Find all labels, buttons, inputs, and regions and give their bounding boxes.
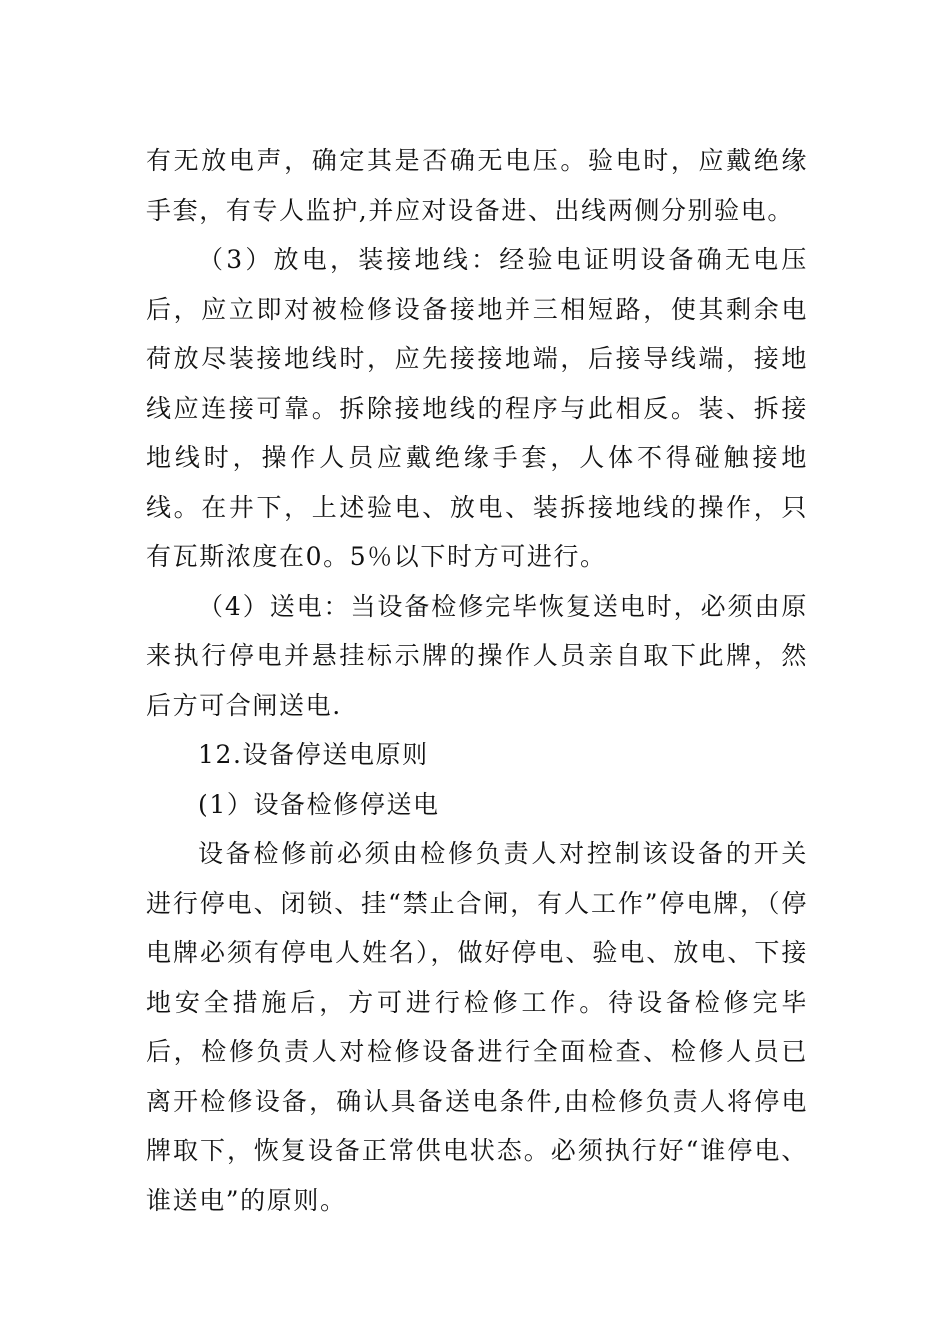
document-body [146, 136, 808, 1225]
paragraph-maintenance-procedure: 设备检修前必须由检修负责人对控制该设备的开关进行停电、闭锁、挂“禁止合闸，有人工作”停电牌，（停电牌必须有停电人姓名），做好停电、验电、放电、下接地安全措施后，方可进行检修工作。待设备检修完毕后，检修负责人对检修设备进行全面检查、检修人员已离开检修设备，确认具备送电条件,由检修负责人将停电牌取下，恢复设备正常供电状态。必须执行好“谁停电、谁送电”的原则。 [146, 839, 808, 1215]
subsection-heading-1: (1）设备检修停送电 [198, 789, 440, 819]
section-heading-12: 12.设备停送电原则 [198, 740, 429, 769]
paragraph-verify-continued: 有无放电声，确定其是否确无电压。验电时，应戴绝缘手套，有专人监护,并应对设备进、出线两侧分别验电。 [146, 146, 808, 225]
paragraph-discharge-grounding: （3）放电，装接地线：经验电证明设备确无电压后，应立即对被检修设备接地并三相短路，使其剩余电荷放尽装接地线时，应先接接地端，后接导线端，接地线应连接可靠。拆除接地线的程序与此相反。装、拆接地线时，操作人员应戴绝缘手套，人体不得碰触接地线。在井下，上述验电、放电、装拆接地线的操作，只有瓦斯浓度在0。5％以下时方可进行。 [146, 245, 808, 571]
paragraph-power-restore: （4）送电：当设备检修完毕恢复送电时，必须由原来执行停电并悬挂标示牌的操作人员亲自取下此牌，然后方可合闸送电. [146, 591, 808, 720]
